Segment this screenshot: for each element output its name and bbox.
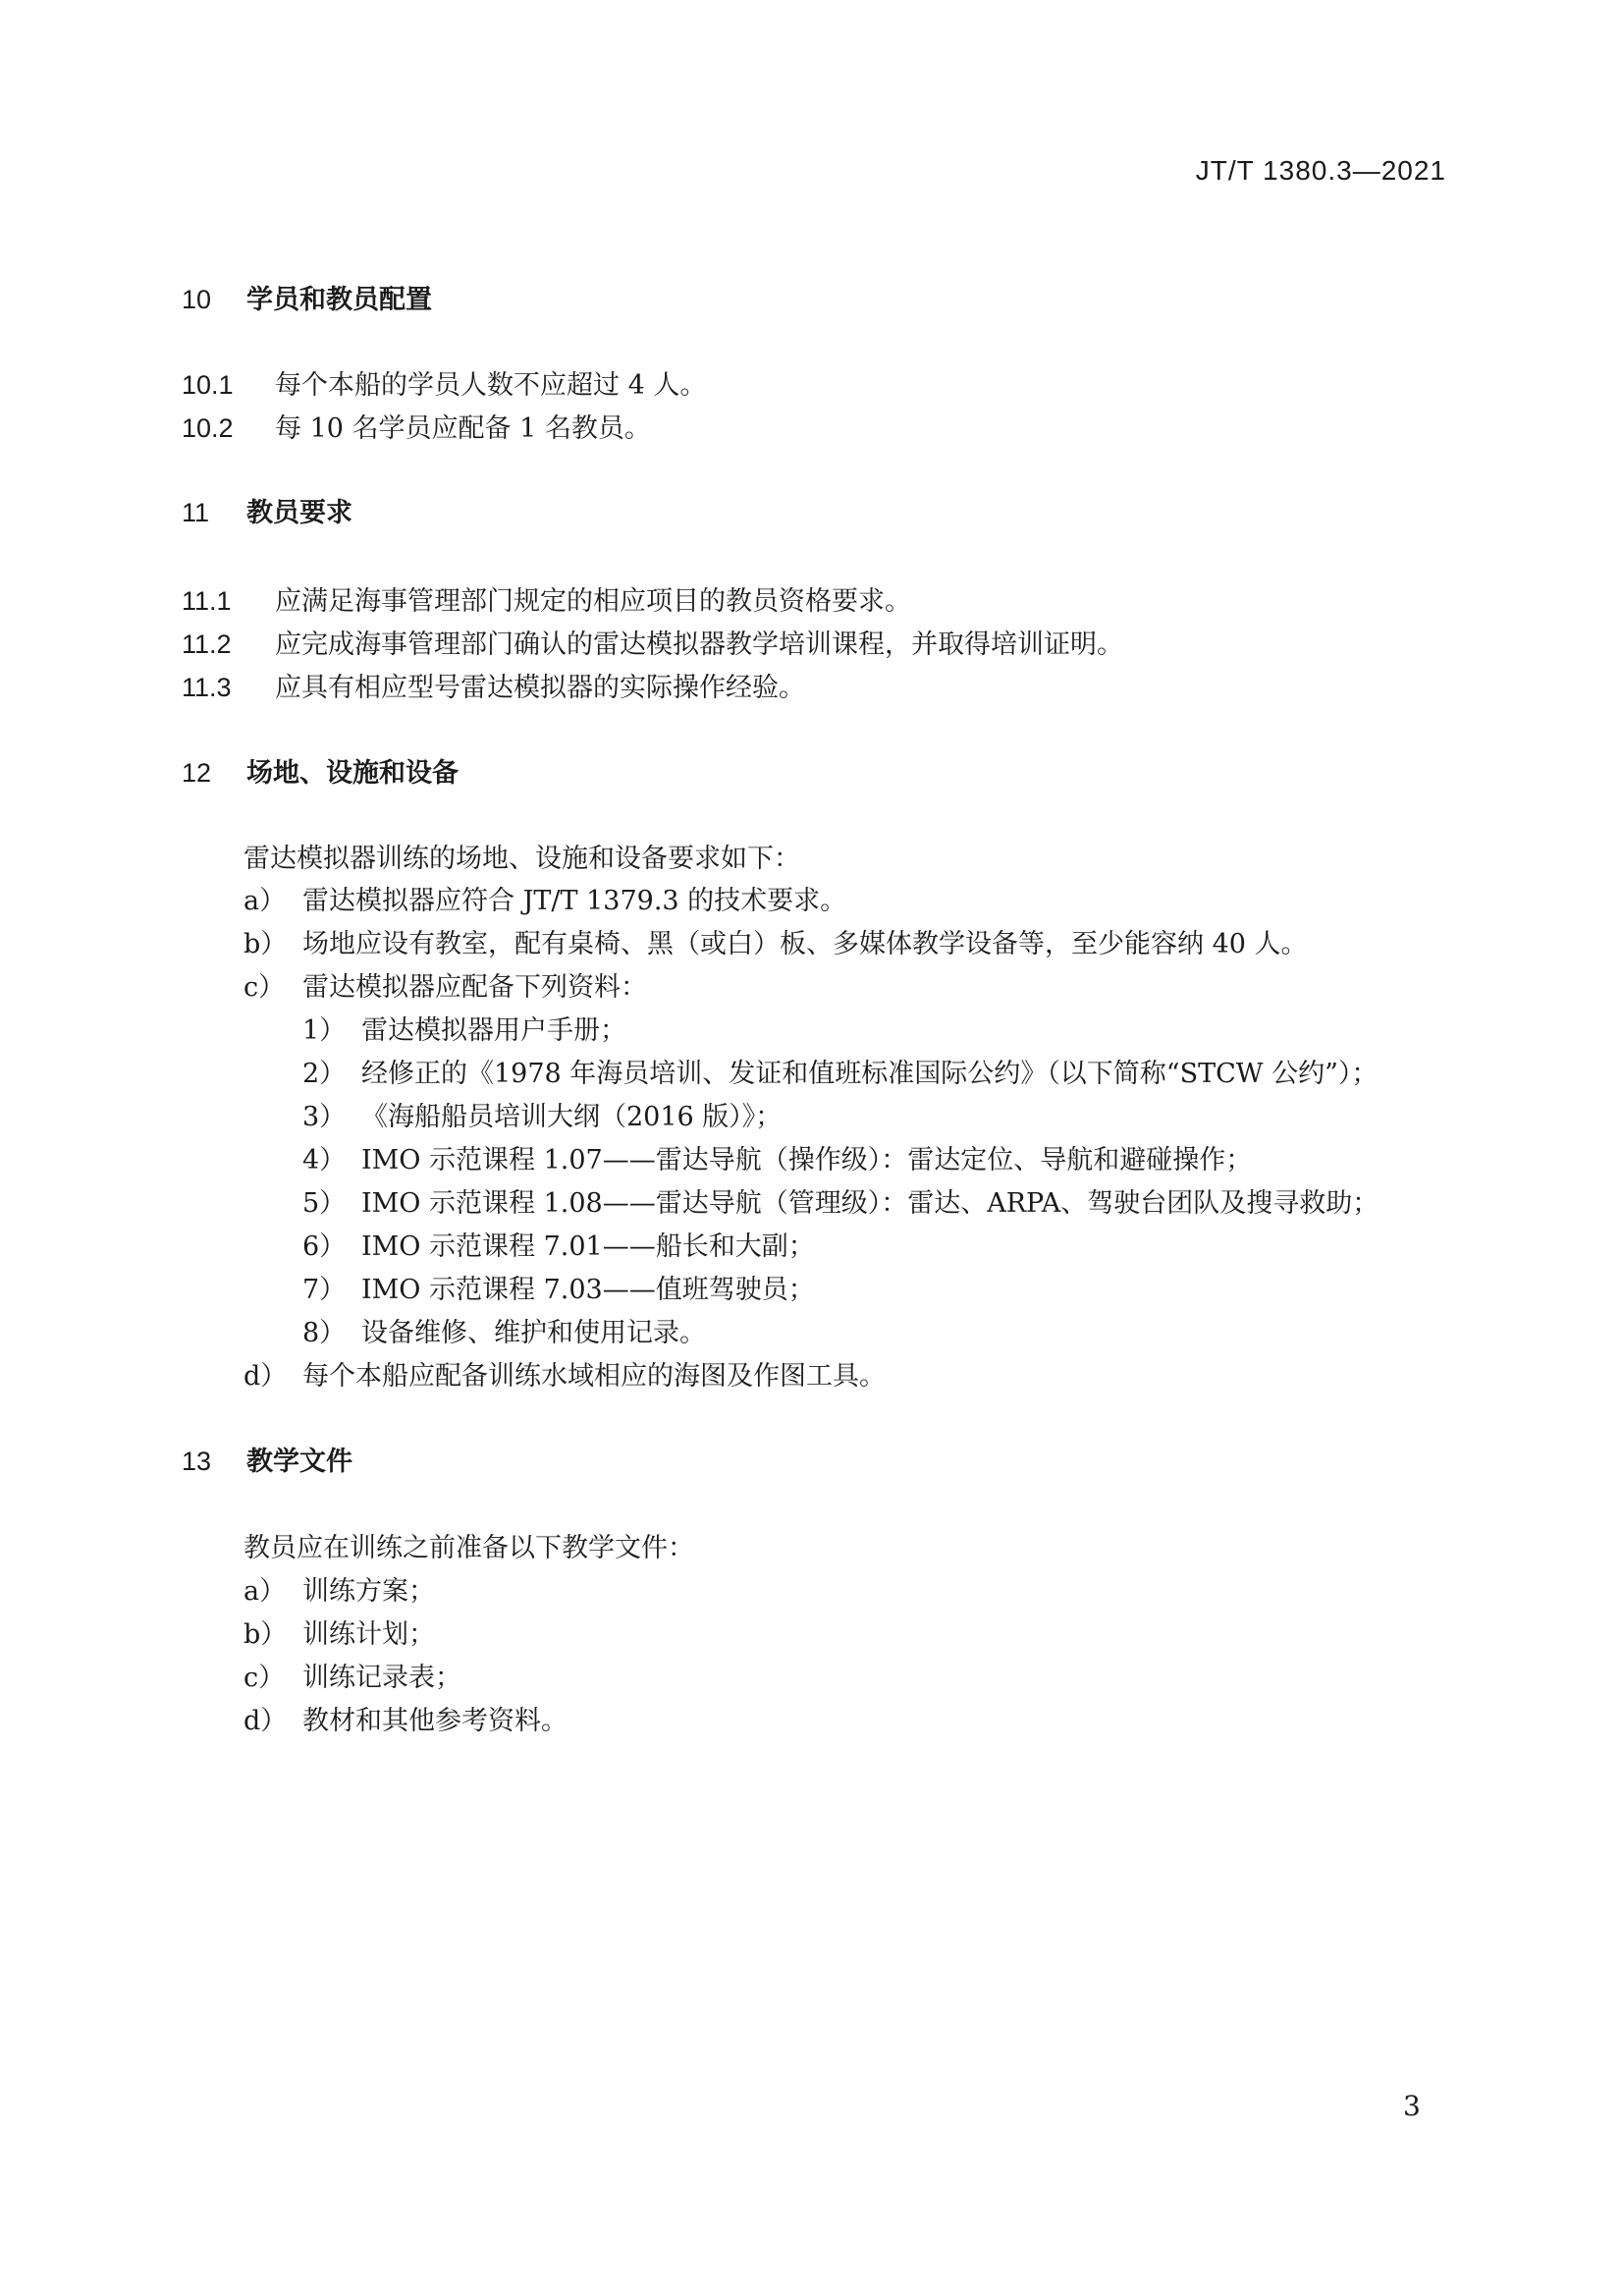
list-marker: c） bbox=[243, 972, 286, 1003]
list-item-13-a bbox=[243, 1569, 435, 1608]
sub-item-1 bbox=[302, 1009, 626, 1047]
section-heading-10 bbox=[182, 278, 432, 316]
sub-item-2 bbox=[302, 1052, 1378, 1090]
clause-number: 10.1 bbox=[182, 370, 234, 400]
clause-11-3 bbox=[182, 666, 805, 704]
section-heading-12 bbox=[182, 751, 459, 790]
sub-item-3 bbox=[302, 1095, 782, 1133]
sub-item-7 bbox=[302, 1268, 815, 1306]
clause-text: 应满足海事管理部门规定的相应项目的教员资格要求。 bbox=[275, 586, 911, 617]
section-heading-11 bbox=[182, 491, 352, 529]
list-marker: b） bbox=[243, 1619, 288, 1650]
list-marker: 1） bbox=[302, 1015, 347, 1046]
list-marker: d） bbox=[243, 1706, 288, 1736]
list-text: 训练记录表； bbox=[302, 1663, 461, 1693]
section-title: 场地、设施和设备 bbox=[246, 758, 459, 789]
list-text: 训练方案； bbox=[302, 1576, 435, 1607]
section-title: 学员和教员配置 bbox=[246, 285, 432, 315]
clause-10-1 bbox=[182, 363, 706, 402]
document-code: JT/T 1380.3—2021 bbox=[1195, 155, 1446, 186]
clause-number: 10.2 bbox=[182, 413, 234, 443]
list-marker: 5） bbox=[302, 1188, 347, 1219]
section-lead-13: 教员应在训练之前准备以下教学文件： bbox=[243, 1533, 694, 1563]
list-marker: c） bbox=[243, 1663, 286, 1693]
list-item-13-c bbox=[243, 1656, 461, 1694]
section-title: 教学文件 bbox=[246, 1447, 352, 1477]
clause-number: 11.3 bbox=[182, 673, 232, 702]
clause-text: 每个本船的学员人数不应超过 4 人。 bbox=[275, 370, 707, 401]
list-item-12-c bbox=[243, 965, 647, 1004]
list-text: IMO 示范课程 1.08——雷达导航（管理级）：雷达、ARPA、驾驶台团队及搜寻救助； bbox=[361, 1188, 1380, 1219]
list-item-12-b bbox=[243, 922, 1308, 960]
clause-text: 应完成海事管理部门确认的雷达模拟器教学培训课程，并取得培训证明。 bbox=[275, 629, 1123, 660]
list-text: 经修正的《1978 年海员培训、发证和值班标准国际公约》（以下简称“STCW 公约”）； bbox=[361, 1059, 1379, 1089]
clause-number: 11.1 bbox=[182, 586, 232, 616]
list-marker: 8） bbox=[302, 1318, 347, 1348]
clause-11-2 bbox=[182, 623, 1123, 661]
list-marker: 4） bbox=[302, 1145, 347, 1175]
list-text: 教材和其他参考资料。 bbox=[302, 1706, 568, 1736]
section-number: 11 bbox=[182, 498, 210, 527]
list-text: 雷达模拟器用户手册； bbox=[361, 1015, 626, 1046]
list-marker: 3） bbox=[302, 1102, 347, 1132]
list-text: 每个本船应配备训练水域相应的海图及作图工具。 bbox=[302, 1361, 886, 1392]
section-number: 10 bbox=[182, 285, 212, 314]
list-item-13-d bbox=[243, 1699, 568, 1737]
list-marker: 6） bbox=[302, 1231, 347, 1262]
list-marker: 2） bbox=[302, 1059, 347, 1089]
clause-number: 11.2 bbox=[182, 629, 232, 659]
clause-10-2 bbox=[182, 407, 651, 445]
list-marker: d） bbox=[243, 1361, 288, 1392]
list-text: 训练计划； bbox=[302, 1619, 435, 1650]
list-text: 雷达模拟器应配备下列资料： bbox=[302, 972, 647, 1003]
list-text: IMO 示范课程 1.07——雷达导航（操作级）：雷达定位、导航和避碰操作； bbox=[361, 1145, 1253, 1175]
section-heading-13 bbox=[182, 1440, 352, 1478]
list-text: 《海船船员培训大纲（2016 版）》； bbox=[361, 1102, 783, 1132]
list-item-12-a bbox=[243, 879, 846, 917]
sub-item-5 bbox=[302, 1181, 1379, 1220]
sub-item-6 bbox=[302, 1225, 815, 1263]
section-lead-12: 雷达模拟器训练的场地、设施和设备要求如下： bbox=[243, 844, 800, 874]
clause-text: 应具有相应型号雷达模拟器的实际操作经验。 bbox=[275, 673, 805, 703]
list-item-12-d bbox=[243, 1354, 886, 1393]
sub-item-4 bbox=[302, 1138, 1252, 1176]
page-number: 3 bbox=[1403, 2090, 1421, 2122]
section-number: 13 bbox=[182, 1447, 212, 1476]
list-text: 雷达模拟器应符合 JT/T 1379.3 的技术要求。 bbox=[302, 886, 847, 916]
list-text: IMO 示范课程 7.03——值班驾驶员； bbox=[361, 1275, 815, 1305]
section-title: 教员要求 bbox=[246, 498, 352, 528]
list-item-13-b bbox=[243, 1613, 435, 1651]
list-marker: a） bbox=[243, 1576, 287, 1607]
sub-item-8 bbox=[302, 1311, 706, 1349]
list-text: 设备维修、维护和使用记录。 bbox=[361, 1318, 706, 1348]
list-text: IMO 示范课程 7.01——船长和大副； bbox=[361, 1231, 815, 1262]
list-marker: 7） bbox=[302, 1275, 347, 1305]
list-text: 场地应设有教室，配有桌椅、黑（或白）板、多媒体教学设备等，至少能容纳 40 人。 bbox=[302, 929, 1308, 959]
section-number: 12 bbox=[182, 758, 212, 788]
clause-11-1 bbox=[182, 579, 911, 618]
list-marker: a） bbox=[243, 886, 287, 916]
list-marker: b） bbox=[243, 929, 288, 959]
clause-text: 每 10 名学员应配备 1 名教员。 bbox=[275, 413, 651, 444]
